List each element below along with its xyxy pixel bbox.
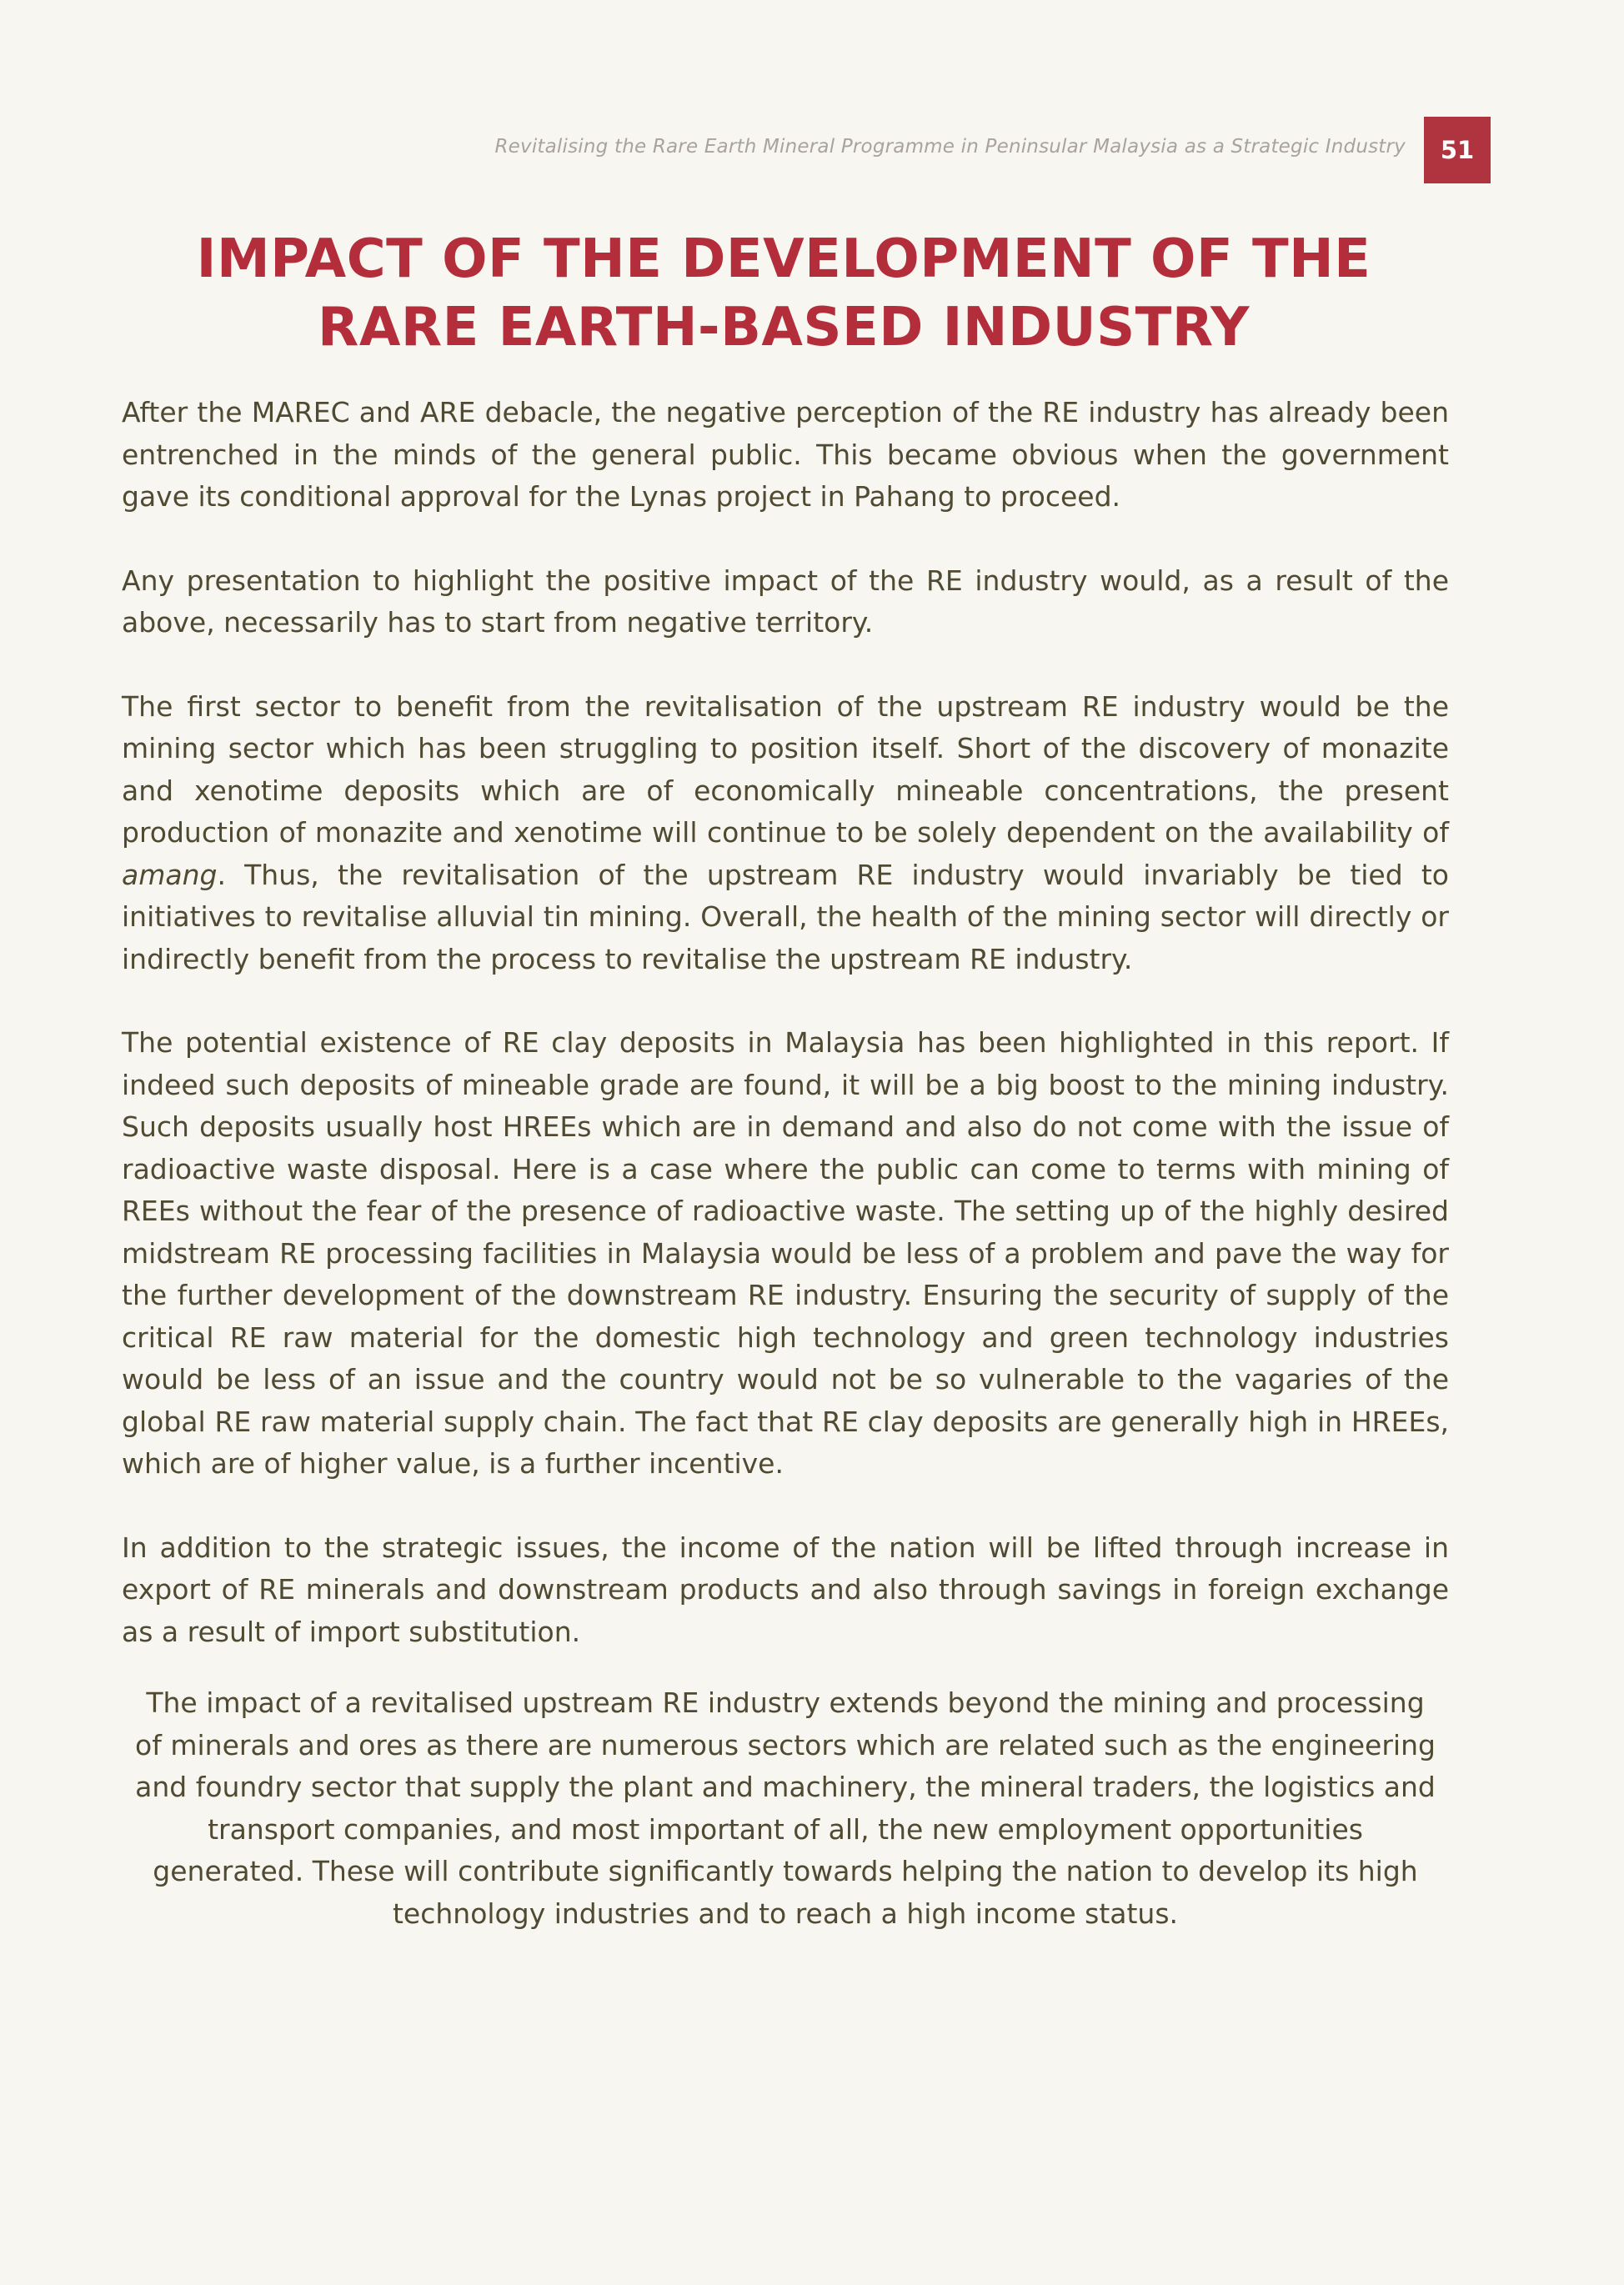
page-title: [125, 225, 1442, 362]
paragraph-3: [122, 686, 1449, 981]
paragraph-4: The potential existence of RE clay deposits in Malaysia has been highlighted in this report. If indeed such deposits of mineable grade are found, it will be a big boost to the mining industry. Such deposits usually host HREEs which are in demand and also do not come with the issue of radioactive waste disposal. Here is a case where the public can come to terms with mining of REEs without the fear of the presence of radioactive waste. The setting up of the highly desired midstream RE processing facilities in Malaysia would be less of a problem and pave the way for the further development of the downstream RE industry. Ensuring the security of supply of the critical RE raw material for the domestic high technology and green technology industries would be less of an issue and the country would not be so vulnerable to the vagaries of the global RE raw material supply chain. The fact that RE clay deposits are generally high in HREEs, which are of higher value, is a further incentive.: [122, 1026, 1449, 1480]
paragraph-3-part-2: . Thus, the revitalisation of the upstream RE industry would invariably be tied to initiatives to revitalise alluvial tin mining. Overall, the health of the mining sector will directly or indirectly benefit from the process to revitalise the upstream RE industry.: [122, 858, 1449, 975]
italic-term-amang: amang: [122, 858, 218, 891]
paragraph-1: After the MAREC and ARE debacle, the negative perception of the RE industry has already been entrenched in the minds of the general public. This became obvious when the government gave its conditional approval for the Lynas project in Pahang to proceed.: [122, 396, 1449, 513]
paragraph-5: In addition to the strategic issues, the income of the nation will be lifted through increase in export of RE minerals and downstream products and also through savings in foreign exchange as a result of import substitution.: [122, 1531, 1449, 1648]
page-number-badge: 51: [1424, 117, 1491, 183]
paragraph-3-part-1: The first sector to benefit from the revitalisation of the upstream RE industry would be the mining sector which has been struggling to position itself. Short of the discovery of monazite and xenotime deposits which are of economically mineable concentrations, the present production of monazite and xenotime will continue to be solely dependent on the availability of: [122, 689, 1449, 849]
page-title-line-2: RARE EARTH-BASED INDUSTRY: [318, 297, 1250, 358]
page-title-line-1: IMPACT OF THE DEVELOPMENT OF THE: [196, 228, 1371, 290]
running-header: Revitalising the Rare Earth Mineral Programme in Peninsular Malaysia as a Strategic Industry: [494, 136, 1406, 158]
body-text: [122, 392, 1449, 1693]
closing-paragraph: The impact of a revitalised upstream RE industry extends beyond the mining and processing of minerals and ores as there are numerous sectors which are related such as the engineering and foundry sector that supply the plant and machinery, the mineral traders, the logistics and transport companies, and most important of all, the new employment opportunities generated. These will contribute significantly towards helping the nation to develop its high technology industries and to reach a high income status.: [135, 1686, 1436, 1930]
paragraph-2: Any presentation to highlight the positive impact of the RE industry would, as a result of the above, necessarily has to start from negative territory.: [122, 564, 1449, 639]
